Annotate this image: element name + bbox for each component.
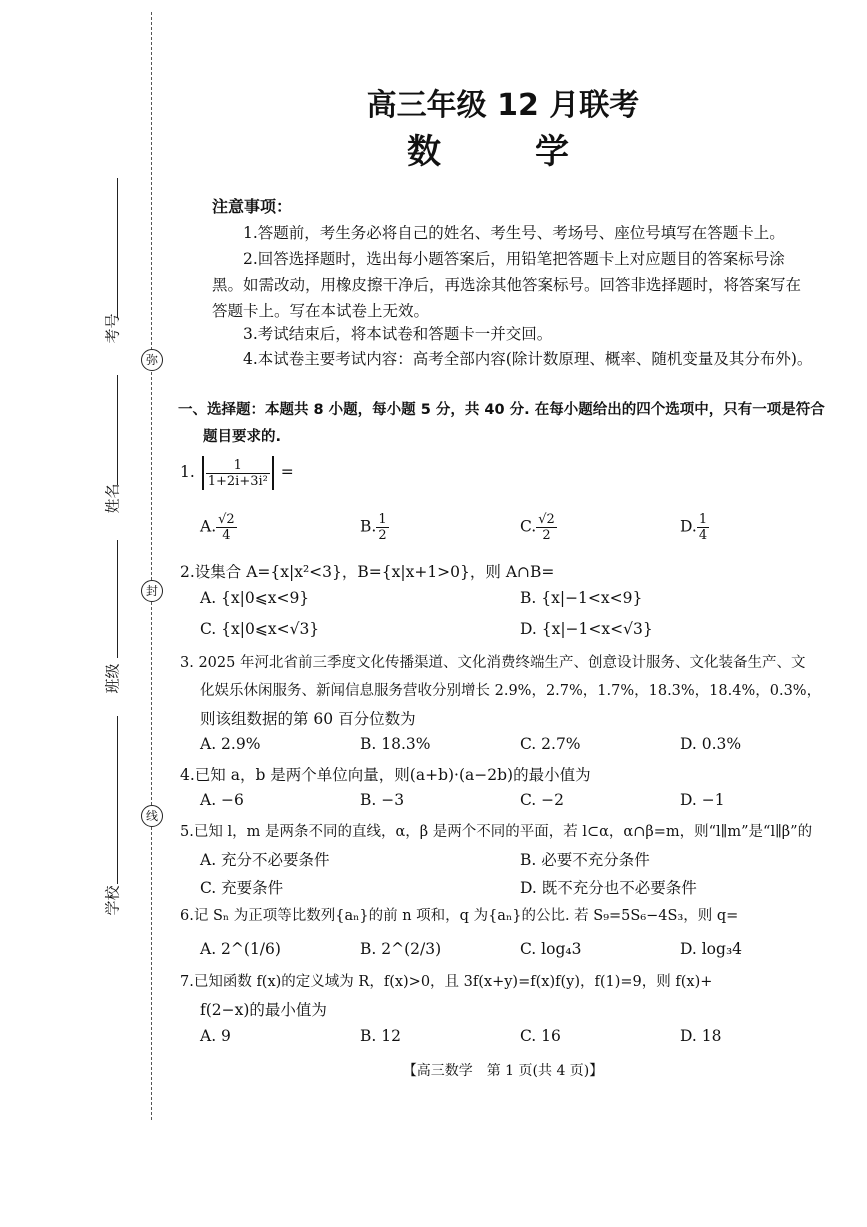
section-heading-cont: 题目要求的. [203, 429, 282, 445]
option-c: C. −2 [520, 791, 565, 809]
option-c: C. log₄3 [520, 940, 582, 958]
question-5: 5.已知 l，m 是两条不同的直线，α，β 是两个不同的平面，若 l⊂α，α∩β=m，则“l∥m”是“l∥β”的 [180, 824, 813, 840]
exam-title: 高三年级 12 月联考 [366, 88, 640, 123]
option-b: B. −3 [360, 791, 405, 809]
frac-denominator: 1+2i+3i² [207, 473, 268, 489]
seal-xian: 线 [141, 805, 163, 827]
frac-numerator: √2 [538, 512, 555, 527]
option-d: D. 既不充分也不必要条件 [520, 879, 697, 897]
option-a [200, 512, 237, 543]
option-b: B. 12 [360, 1027, 401, 1045]
option-d [680, 512, 709, 543]
label-exam-number: 考号 [103, 313, 122, 344]
option-d: D. log₃4 [680, 940, 743, 958]
option-a: A. 2^(1/6) [200, 940, 281, 958]
option-letter: D. [680, 517, 697, 536]
option-letter: A. [200, 517, 217, 536]
equals-sign: = [280, 463, 294, 481]
seal-feng: 封 [141, 580, 163, 602]
label-name: 姓名 [103, 483, 122, 514]
option-a: A. {x|0⩽x<9} [200, 589, 310, 607]
option-b: B. 2^(2/3) [360, 940, 442, 958]
option-fraction [697, 512, 709, 543]
label-school: 学校 [103, 885, 122, 916]
option-b: B. 必要不充分条件 [520, 851, 650, 869]
option-c: C. 16 [520, 1027, 561, 1045]
frac-denominator: 4 [222, 528, 231, 543]
question-3-cont: 则该组数据的第 60 百分位数为 [200, 710, 416, 728]
option-c: C. {x|0⩽x<√3} [200, 620, 320, 638]
note-item: 2.回答选择题时，选出每小题答案后，用铅笔把答题卡上对应题目的答案标号涂 [243, 250, 785, 268]
class-line [117, 540, 118, 658]
question-7-cont: f(2−x)的最小值为 [200, 1001, 327, 1019]
question-1 [180, 456, 294, 490]
question-6: 6.记 Sₙ 为正项等比数列{aₙ}的前 n 项和，q 为{aₙ}的公比. 若 S₉=5S₆−4S₃，则 q= [180, 908, 739, 924]
option-fraction [536, 512, 557, 543]
school-line [117, 716, 118, 884]
option-b [360, 512, 389, 543]
name-line [117, 375, 118, 485]
option-c [520, 512, 557, 543]
frac-numerator: √2 [218, 512, 235, 527]
frac-numerator: 1 [206, 458, 270, 474]
frac-denominator: 4 [698, 528, 708, 543]
option-d: D. 0.3% [680, 735, 742, 753]
label-class: 班级 [103, 663, 122, 694]
option-a: A. 9 [200, 1027, 231, 1045]
exam-number-line [117, 178, 118, 318]
option-letter: C. [520, 517, 537, 536]
option-d: D. 18 [680, 1027, 722, 1045]
question-4: 4.已知 a，b 是两个单位向量，则(a+b)·(a−2b)的最小值为 [180, 766, 591, 784]
page-footer: 【高三数学 第 1 页(共 4 页)】 [402, 1063, 604, 1079]
question-7: 7.已知函数 f(x)的定义域为 R，f(x)>0，且 3f(x+y)=f(x)f(y)，f(1)=9，则 f(x)+ [180, 974, 713, 990]
option-a: A. −6 [200, 791, 244, 809]
option-c: C. 充要条件 [200, 879, 284, 897]
seal-mi: 弥 [141, 349, 163, 371]
q1-fraction [206, 458, 270, 489]
frac-denominator: 2 [378, 528, 387, 543]
note-item: 黑。如需改动，用橡皮擦干净后，再选涂其他答案标号。回答非选择题时，将答案写在 [212, 276, 802, 294]
option-fraction [216, 512, 237, 543]
note-item: 3.考试结束后，将本试卷和答题卡一并交回。 [243, 325, 553, 343]
option-c: C. 2.7% [520, 735, 581, 753]
frac-numerator: 1 [698, 512, 708, 527]
note-item: 4.本试卷主要考试内容：高考全部内容(除计数原理、概率、随机变量及其分布外)。 [243, 350, 813, 368]
note-item: 1.答题前，考生务必将自己的姓名、考生号、考场号、座位号填写在答题卡上。 [243, 224, 785, 242]
option-b: B. 18.3% [360, 735, 431, 753]
abs-bar-left [202, 456, 204, 490]
option-a: A. 充分不必要条件 [200, 851, 330, 869]
option-d: D. −1 [680, 791, 725, 809]
option-d: D. {x|−1<x<√3} [520, 620, 653, 638]
frac-denominator: 2 [542, 528, 551, 543]
option-b: B. {x|−1<x<9} [520, 589, 643, 607]
option-letter: B. [360, 517, 377, 536]
question-number: 1. [180, 463, 195, 481]
note-item: 答题卡上。写在本试卷上无效。 [212, 302, 430, 320]
question-3: 3. 2025 年河北省前三季度文化传播渠道、文化消费终端生产、创意设计服务、文化装备生产、文 [180, 655, 806, 671]
option-fraction [376, 512, 388, 543]
section-heading: 一、选择题：本题共 8 小题，每小题 5 分，共 40 分. 在每小题给出的四个选项中，只有一项是符合 [178, 402, 825, 418]
frac-numerator: 1 [378, 512, 387, 527]
binding-dashed-line [151, 12, 152, 1120]
option-a: A. 2.9% [200, 735, 261, 753]
abs-bar-right [272, 456, 274, 490]
question-2: 2.设集合 A={x|x²<3}，B={x|x+1>0}，则 A∩B= [180, 563, 555, 581]
notes-heading: 注意事项： [212, 197, 293, 216]
subject-title: 数 学 [407, 132, 599, 172]
question-3-cont: 化娱乐休闲服务、新闻信息服务营收分别增长 2.9%，2.7%，1.7%，18.3%，18.4%，0.3%， [200, 683, 822, 699]
